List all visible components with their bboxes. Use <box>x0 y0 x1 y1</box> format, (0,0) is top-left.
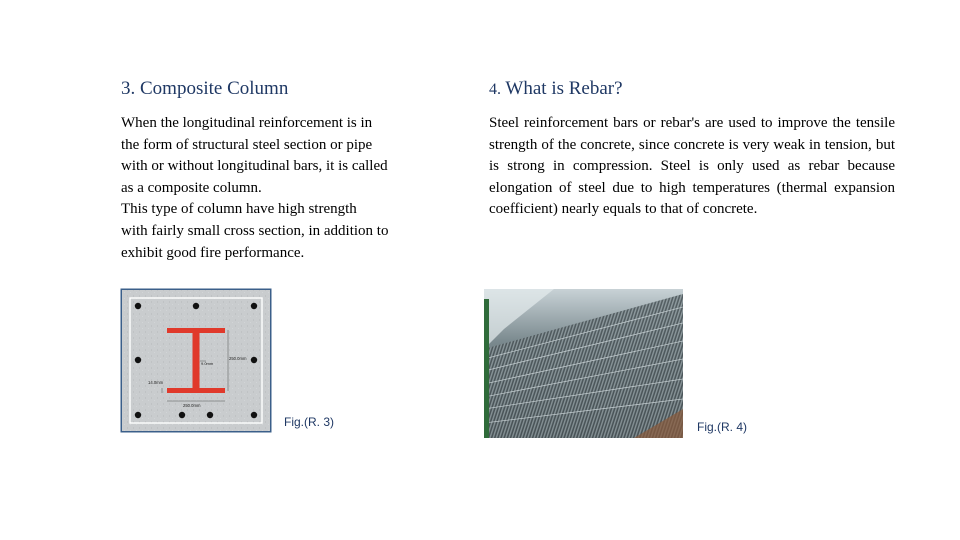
rebar-dot <box>179 412 185 418</box>
rebar-heading-number: 4. <box>489 81 501 98</box>
figure-4-caption: Fig.(R. 4) <box>697 420 748 434</box>
green-post <box>484 299 489 438</box>
rebar-heading-text: What is Rebar? <box>505 78 623 99</box>
rebar-dot <box>193 303 199 309</box>
composite-column-section-figure <box>120 288 272 433</box>
composite-column-heading: 3. Composite Column <box>121 78 289 99</box>
paragraph-line: with or without longitudinal bars, it is called <box>121 158 388 175</box>
rebar-heading <box>489 78 623 100</box>
rebar-dot <box>251 412 257 418</box>
composite-column-paragraph <box>121 113 447 264</box>
bottom-flange <box>167 388 225 393</box>
rebar-dot <box>135 357 141 363</box>
rebar-dot <box>207 412 213 418</box>
paragraph-line: the form of structural steel section or pipe <box>121 136 373 153</box>
web-dimension-label: 9.0mm <box>201 361 214 366</box>
rebar-paragraph: Steel reinforcement bars or rebar's are used to improve the tensile strength of the concrete, since concrete is very weak in tension, but is strong in compression. Steel is only used as rebar because elongation of steel due to high temperatures (thermal expansion coefficient) nearly equals to that of concrete. <box>489 115 895 218</box>
width-dimension-label: 250.0mm <box>183 403 201 408</box>
paragraph-line: as a composite column. <box>121 179 262 196</box>
paragraph-line: with fairly small cross section, in addition to <box>121 222 389 239</box>
top-flange <box>167 328 225 333</box>
paragraph-line: exhibit good fire performance. <box>121 244 305 261</box>
rebar-bundle-photo <box>484 289 683 438</box>
height-dimension-label: 250.0mm <box>229 356 247 361</box>
web <box>193 333 200 388</box>
figure-3-caption: Fig.(R. 3) <box>284 415 335 429</box>
rebar-dot <box>135 303 141 309</box>
paragraph-line: This type of column have high strength <box>121 201 357 218</box>
flange-dimension-label: 14.0mm <box>148 380 164 385</box>
paragraph-line: When the longitudinal reinforcement is in <box>121 115 373 131</box>
rebar-dot <box>135 412 141 418</box>
rebar-dot <box>251 357 257 363</box>
rebar-dot <box>251 303 257 309</box>
